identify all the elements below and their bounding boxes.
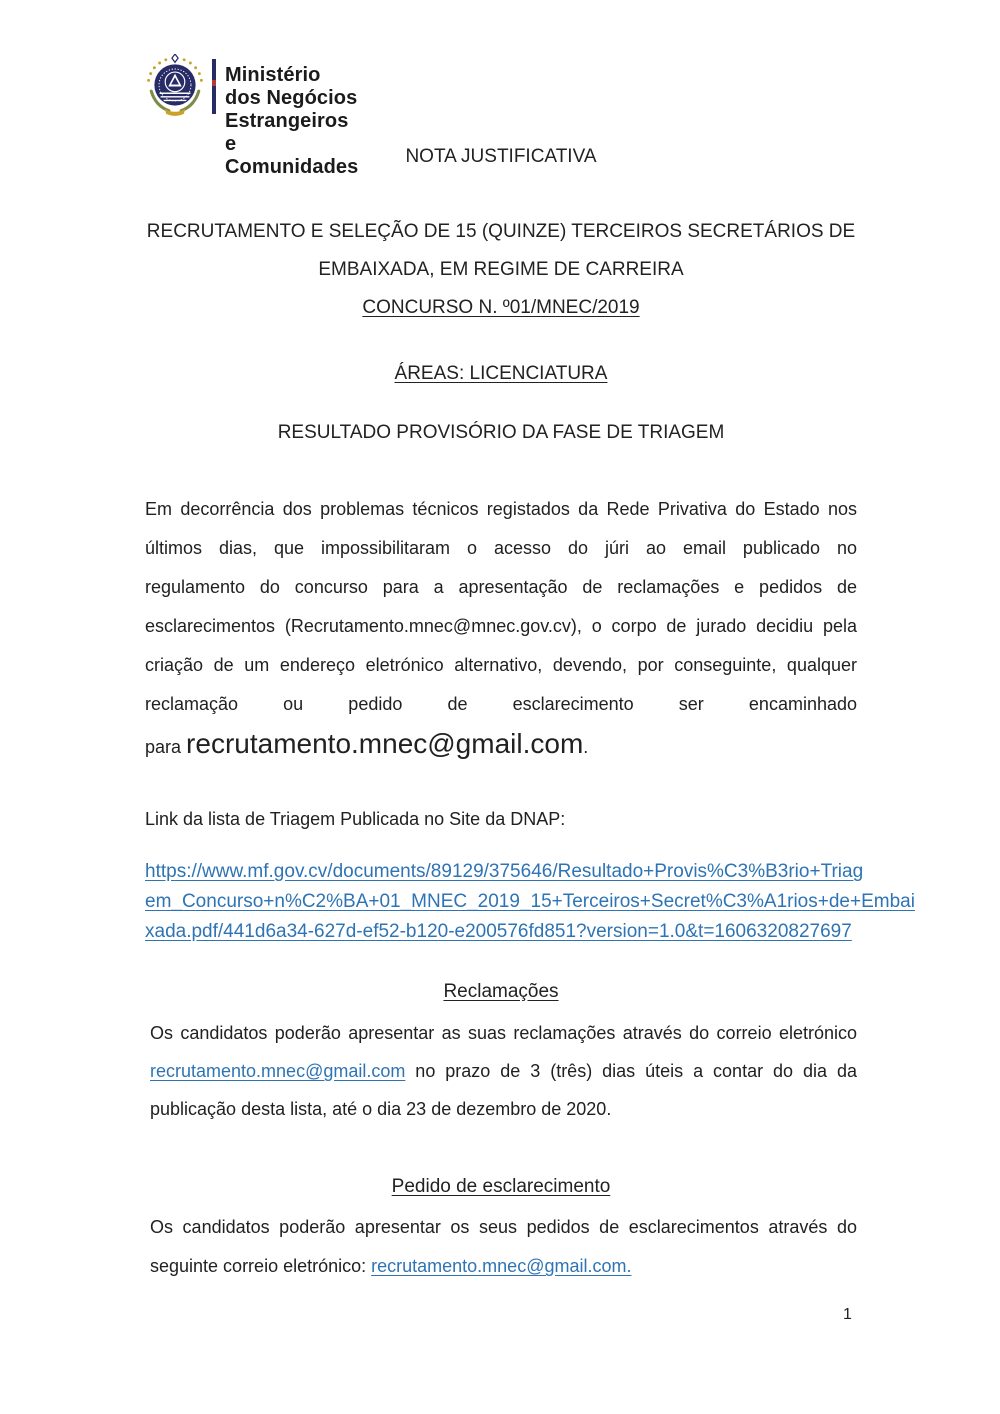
reclamacoes-line: publicação desta lista, até o dia 23 de dezembro de 2020.: [150, 1099, 612, 1119]
logo-divider: [212, 59, 216, 114]
areas-heading: ÁREAS: LICENCIATURA: [394, 363, 608, 384]
alternative-email-text: recrutamento.mnec@gmail.com: [186, 728, 584, 759]
concurso-number: CONCURSO N. º01/MNEC/2019: [362, 297, 640, 318]
doc-title: NOTA JUSTIFICATIVA: [405, 146, 597, 167]
link-section-label: Link da lista de Triagem Publicada no Site da DNAP:: [145, 809, 566, 829]
body-paragraph-tail: [145, 727, 857, 764]
body-line: regulamento do concurso para a apresentação de reclamações e pedidos de: [145, 577, 857, 597]
pedido-email-link[interactable]: recrutamento.mnec@gmail.com.: [371, 1256, 632, 1276]
reclamacoes-line: Os candidatos poderão apresentar as suas reclamações através do correio eletrónico: [150, 1023, 857, 1043]
reclamacoes-line-rest: no prazo de 3 (três) dias úteis a contar do dia da: [405, 1061, 857, 1081]
reclamacoes-paragraph: [150, 1014, 857, 1128]
body-line: Em decorrência dos problemas técnicos registados da Rede Privativa do Estado nos: [145, 499, 857, 519]
cape-verde-emblem-icon: [142, 54, 208, 118]
body-line: criação de um endereço eletrónico alternativo, devendo, por conseguinte, qualquer: [145, 655, 857, 675]
pedido-heading: Pedido de esclarecimento: [391, 1176, 611, 1197]
reclamacoes-email-link[interactable]: recrutamento.mnec@gmail.com: [150, 1061, 406, 1081]
triagem-link[interactable]: [145, 857, 915, 947]
reclamacoes-heading: Reclamações: [443, 981, 559, 1002]
pedido-line-prefix: seguinte correio eletrónico:: [150, 1256, 372, 1276]
pedido-paragraph: [150, 1208, 857, 1286]
resultado-heading: RESULTADO PROVISÓRIO DA FASE DE TRIAGEM: [277, 422, 725, 443]
triagem-link-line[interactable]: https://www.mf.gov.cv/documents/89129/375646/Resultado+Provis%C3%B3rio+Triag: [145, 861, 864, 882]
body-line: reclamação ou pedido de esclarecimento ser encaminhado: [145, 694, 857, 714]
triagem-link-line[interactable]: em_Concurso+n%C2%BA+01_MNEC_2019_15+Terceiros+Secret%C3%A1rios+de+Embai: [145, 891, 915, 912]
ministry-name-line2: Estrangeiros e Comunidades: [225, 110, 359, 178]
tail-period: .: [583, 737, 589, 757]
reclamacoes-line: [150, 1052, 857, 1090]
tail-prefix: para: [145, 737, 182, 757]
body-paragraph: [145, 490, 857, 724]
subtitle-line-1: RECRUTAMENTO E SELEÇÃO DE 15 (QUINZE) TERCEIROS SECRETÁRIOS DE: [146, 221, 856, 242]
subtitle-line-2: EMBAIXADA, EM REGIME DE CARREIRA: [318, 259, 684, 280]
body-line: últimos dias, que impossibilitaram o acesso do júri ao email publicado no: [145, 538, 857, 558]
body-line: esclarecimentos (Recrutamento.mnec@mnec.gov.cv), o corpo de jurado decidiu pela: [145, 616, 857, 636]
pedido-line: Os candidatos poderão apresentar os seus pedidos de esclarecimentos através do: [150, 1217, 857, 1237]
triagem-link-line[interactable]: xada.pdf/441d6a34-627d-ef52-b120-e200576fd851?version=1.0&t=1606320827697: [145, 921, 852, 942]
pedido-line: [150, 1247, 857, 1286]
page-number: 1: [843, 1306, 852, 1323]
ministry-name-line1: Ministério dos Negócios: [225, 64, 358, 109]
